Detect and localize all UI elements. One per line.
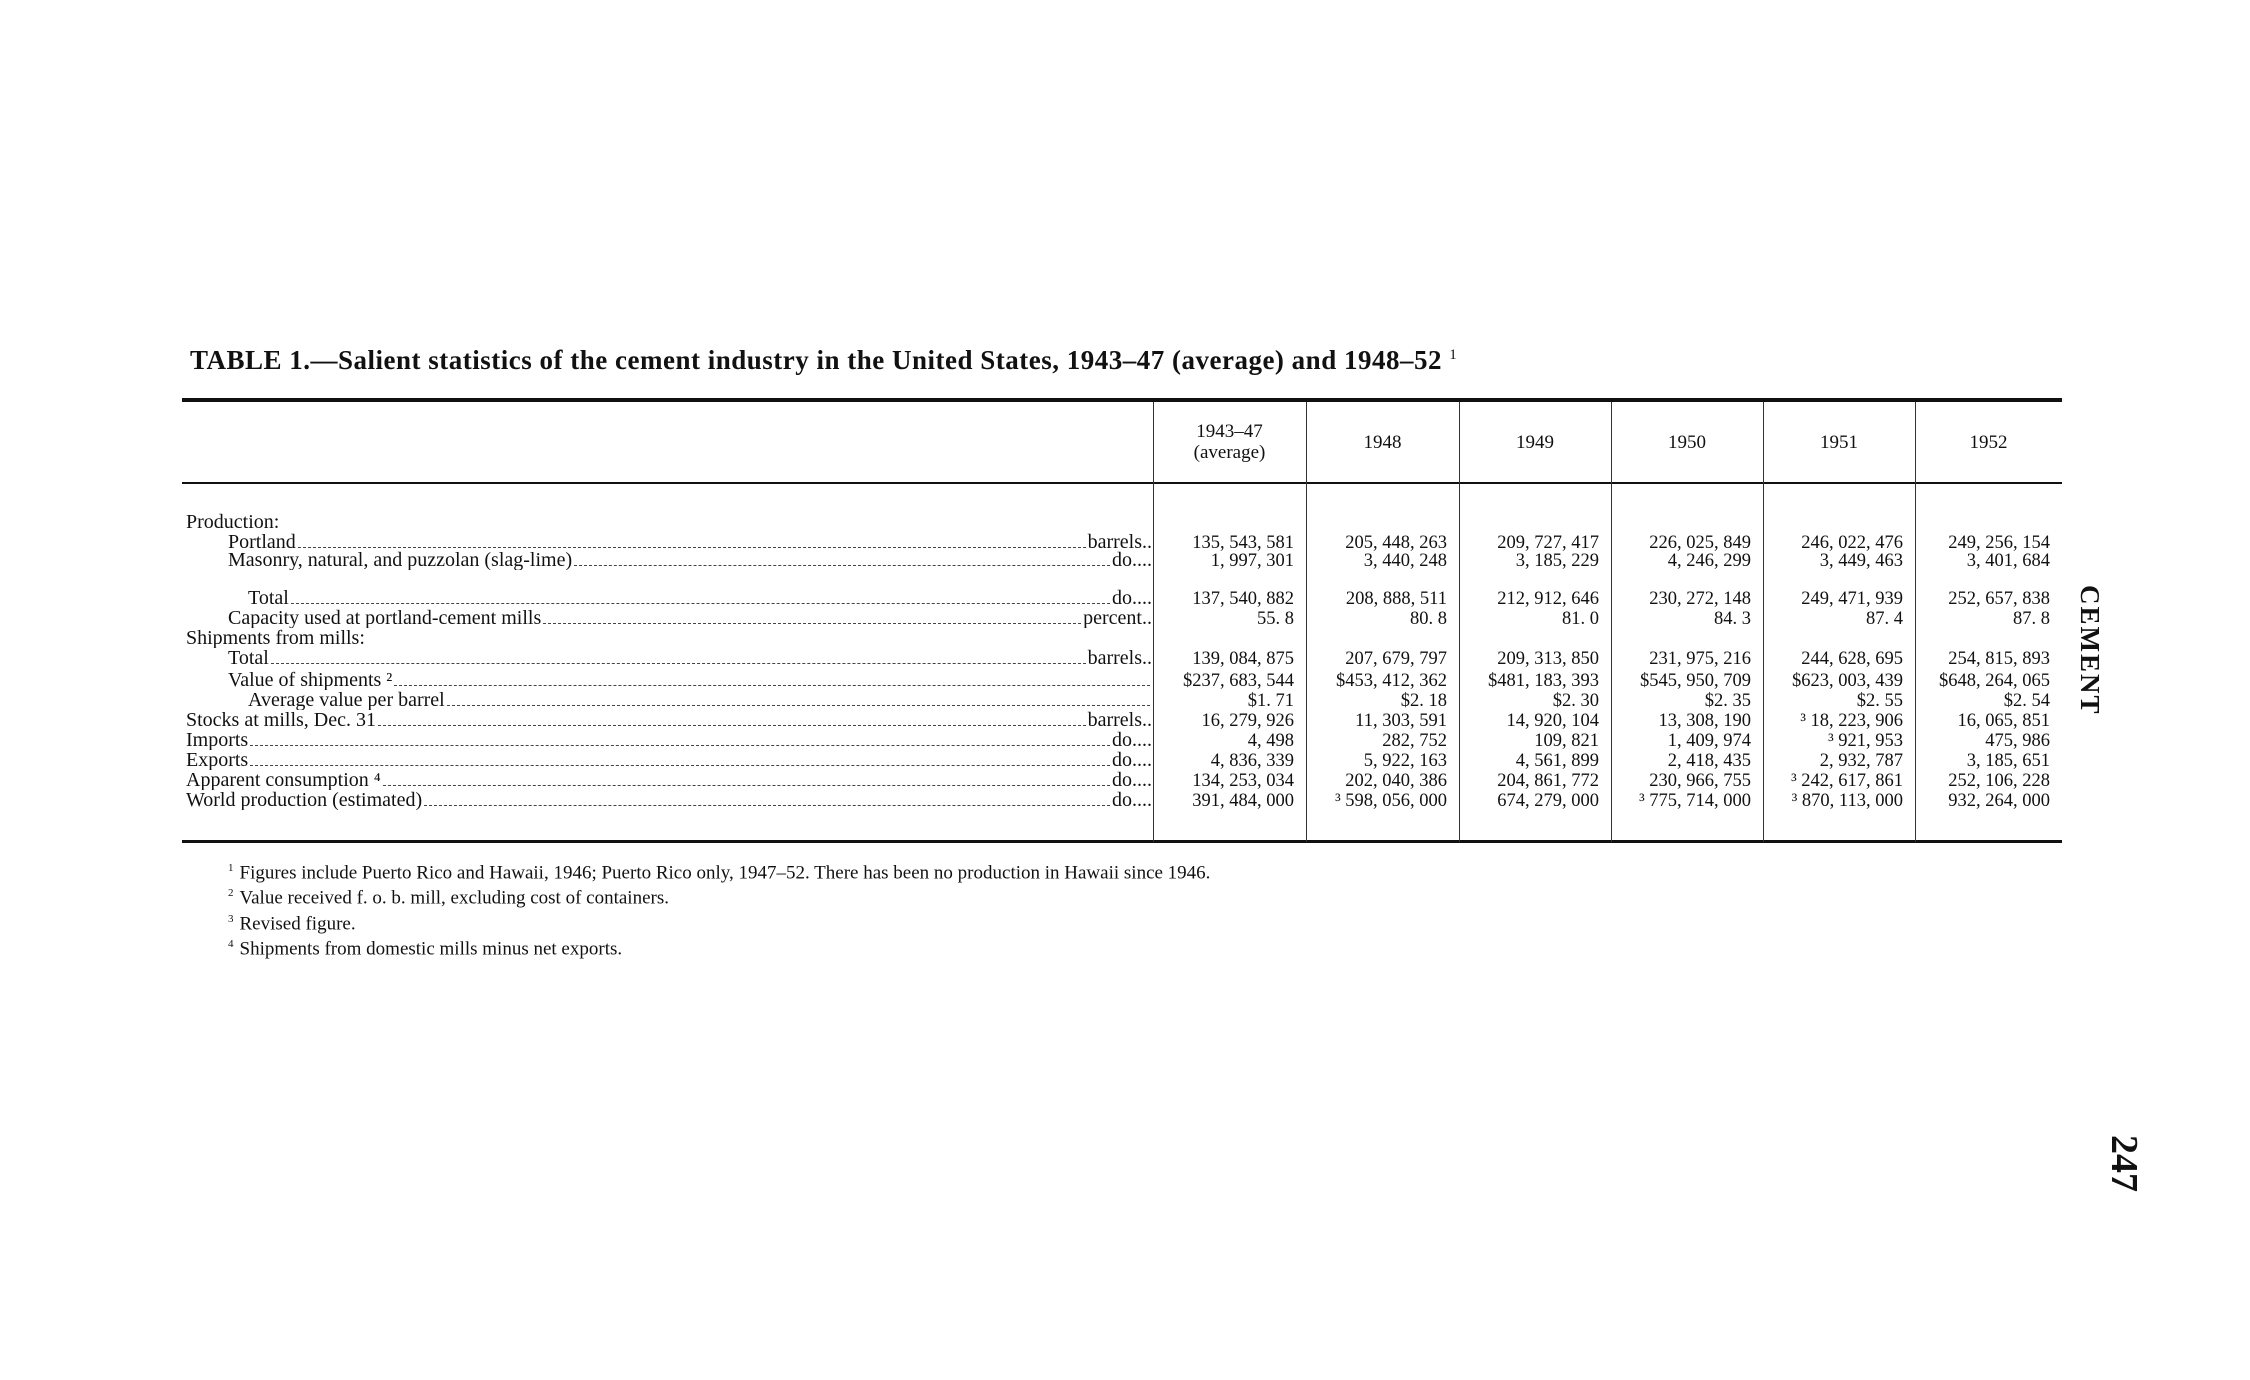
table-cell: 209, 313, 850: [1497, 649, 1599, 669]
column-header: [1915, 402, 2062, 482]
footnote-text: Shipments from domestic mills minus net exports.: [239, 938, 623, 960]
table-cell: 208, 888, 511: [1345, 589, 1447, 609]
table-cell: 249, 471, 939: [1801, 589, 1903, 609]
row-label-text: Value of shipments ²: [228, 670, 393, 690]
table-cell: ³ 598, 056, 000: [1335, 791, 1447, 811]
table-cell: 282, 752: [1382, 731, 1447, 751]
table-cell: 55. 8: [1257, 609, 1294, 629]
table-cell: 80. 8: [1410, 609, 1447, 629]
footnote-mark: 2: [228, 887, 234, 900]
table-cell: 252, 657, 838: [1948, 589, 2050, 609]
column-header-subtitle: (average): [1193, 442, 1266, 463]
table-cell: 135, 543, 581: [1192, 533, 1294, 553]
row-label-text: Total: [228, 648, 269, 668]
table-cell: ³ 18, 223, 906: [1800, 711, 1903, 731]
row-label-text: Exports: [186, 750, 249, 770]
leader-dots: [394, 685, 1150, 686]
leader-dots: [378, 725, 1086, 726]
table-cell: 87. 8: [2013, 609, 2050, 629]
leader-dots: [424, 805, 1110, 806]
table-bottom-rule: [182, 840, 2062, 843]
column-header: [1459, 402, 1611, 482]
row-label: [186, 790, 1152, 810]
table-cell: 81. 0: [1562, 609, 1599, 629]
table-cell: 2, 418, 435: [1667, 751, 1751, 771]
leader-dots: [543, 623, 1081, 624]
row-unit: do....: [1112, 770, 1152, 790]
page-number: 247: [2103, 1135, 2145, 1192]
table-cell: 391, 484, 000: [1192, 791, 1294, 811]
table-cell: 14, 920, 104: [1506, 711, 1599, 731]
table-cell: 4, 498: [1247, 731, 1294, 751]
table-cell: $623, 003, 439: [1792, 671, 1903, 691]
footnotes: [228, 858, 1210, 959]
row-label-text: Imports: [186, 730, 249, 750]
table-cell: $237, 683, 544: [1183, 671, 1294, 691]
table-cell: ³ 870, 113, 000: [1791, 791, 1903, 811]
leader-dots: [383, 785, 1110, 786]
row-label-text: Portland: [228, 532, 296, 552]
row-label-text: Capacity used at portland-cement mills: [228, 608, 542, 628]
row-label: [186, 588, 1152, 608]
table-cell: 16, 065, 851: [1957, 711, 2050, 731]
table-cell: ³ 242, 617, 861: [1791, 771, 1903, 791]
row-label: [186, 532, 1152, 552]
table-cell: $453, 412, 362: [1336, 671, 1447, 691]
row-unit: percent..: [1083, 608, 1152, 628]
table-cell: 674, 279, 000: [1497, 791, 1599, 811]
table-cell: $648, 264, 065: [1939, 671, 2050, 691]
table-cell: 137, 540, 882: [1192, 589, 1294, 609]
table-cell: 475, 986: [1985, 731, 2050, 751]
table-cell: 209, 727, 417: [1497, 533, 1599, 553]
table-cell: 207, 679, 797: [1345, 649, 1447, 669]
table-cell: 252, 106, 228: [1948, 771, 2050, 791]
leader-dots: [574, 565, 1110, 566]
table-cell: 87. 4: [1866, 609, 1903, 629]
table-cell: 202, 040, 386: [1345, 771, 1447, 791]
table-cell: $2. 35: [1704, 691, 1751, 711]
leader-dots: [250, 765, 1110, 766]
table-cell: 4, 836, 339: [1210, 751, 1294, 771]
table-cell: $2. 30: [1552, 691, 1599, 711]
leader-dots: [298, 547, 1086, 548]
row-label-text: World production (estimated): [186, 790, 423, 810]
footnote: [228, 909, 1210, 934]
row-unit: do....: [1112, 550, 1152, 570]
table-cell: 3, 401, 684: [1966, 551, 2050, 571]
row-unit: do....: [1112, 750, 1152, 770]
table-cell: 244, 628, 695: [1801, 649, 1903, 669]
row-label: [186, 690, 1152, 710]
table-cell: 13, 308, 190: [1658, 711, 1751, 731]
table-cell: 226, 025, 849: [1649, 533, 1751, 553]
table-cell: 205, 448, 263: [1345, 533, 1447, 553]
column-header-text: 1943–47: [1196, 421, 1263, 442]
row-label: [186, 750, 1152, 770]
row-label-text: Apparent consumption ⁴: [186, 770, 381, 790]
table-cell: 3, 440, 248: [1363, 551, 1447, 571]
footnote-text: Revised figure.: [239, 912, 356, 934]
leader-dots: [291, 603, 1110, 604]
table-cell: 1, 409, 974: [1667, 731, 1751, 751]
column-header: [1611, 402, 1763, 482]
footnote-mark: 4: [228, 937, 234, 950]
table-header-rule: [182, 482, 2062, 484]
column-header: [1763, 402, 1915, 482]
row-unit: barrels..: [1087, 648, 1152, 668]
table-cell: ³ 921, 953: [1828, 731, 1903, 751]
leader-dots: [250, 745, 1110, 746]
table-cell: 204, 861, 772: [1497, 771, 1599, 791]
table-cell: 3, 185, 651: [1966, 751, 2050, 771]
table-cell: 139, 084, 875: [1192, 649, 1294, 669]
footnote: [228, 934, 1210, 959]
title-footnote-mark: 1: [1449, 347, 1458, 363]
table-cell: 246, 022, 476: [1801, 533, 1903, 553]
table-cell: 134, 253, 034: [1192, 771, 1294, 791]
row-label-text: Average value per barrel: [248, 690, 445, 710]
row-label-text: Production:: [186, 512, 280, 532]
table-cell: $2. 54: [2003, 691, 2050, 711]
footnote-mark: 3: [228, 912, 234, 925]
table-cell: ³ 775, 714, 000: [1639, 791, 1751, 811]
row-unit: barrels..: [1087, 710, 1152, 730]
footnote-text: Figures include Puerto Rico and Hawaii, 1946; Puerto Rico only, 1947–52. There has been no production in Hawaii since 1946.: [239, 862, 1211, 884]
table-cell: $2. 55: [1856, 691, 1903, 711]
footnote: [228, 858, 1210, 883]
table-title: [190, 345, 2050, 376]
row-label-text: Total: [248, 588, 289, 608]
table-cell: 5, 922, 163: [1363, 751, 1447, 771]
footnote-mark: 1: [228, 862, 234, 874]
row-unit: do....: [1112, 790, 1152, 810]
table-title-text: TABLE 1.—Salient statistics of the cement industry in the United States, 1943–47 (average) and 1948–52: [190, 345, 1442, 375]
table-cell: 254, 815, 893: [1948, 649, 2050, 669]
table-cell: 249, 256, 154: [1948, 533, 2050, 553]
table-cell: 3, 449, 463: [1819, 551, 1903, 571]
table-cell: 231, 975, 216: [1649, 649, 1751, 669]
table-cell: 230, 272, 148: [1649, 589, 1751, 609]
column-header: [1153, 402, 1306, 482]
row-label: [186, 770, 1152, 790]
footnote-text: Value received f. o. b. mill, excluding cost of containers.: [239, 887, 669, 909]
table-cell: 932, 264, 000: [1948, 791, 2050, 811]
row-label-text: Shipments from mills:: [186, 628, 365, 648]
table-cell: 212, 912, 646: [1497, 589, 1599, 609]
row-label: [186, 670, 1152, 690]
leader-dots: [447, 705, 1150, 706]
row-label: [186, 628, 1152, 648]
row-label: [186, 512, 1152, 532]
table-cell: 109, 821: [1534, 731, 1599, 751]
row-label: [186, 710, 1152, 730]
leader-dots: [271, 663, 1086, 664]
table-cell: $1. 71: [1247, 691, 1294, 711]
table-cell: 11, 303, 591: [1355, 711, 1447, 731]
table-cell: 230, 966, 755: [1649, 771, 1751, 791]
row-label: [186, 648, 1152, 668]
running-head: CEMENT: [2075, 585, 2105, 716]
table-cell: 84. 3: [1714, 609, 1751, 629]
row-unit: barrels..: [1087, 532, 1152, 552]
row-label: [186, 550, 1152, 570]
table-cell: $545, 950, 709: [1640, 671, 1751, 691]
table-cell: $481, 183, 393: [1488, 671, 1599, 691]
column-header-text: 1948: [1363, 431, 1402, 453]
table-cell: 3, 185, 229: [1515, 551, 1599, 571]
table-cell: 16, 279, 926: [1201, 711, 1294, 731]
table-cell: 4, 246, 299: [1667, 551, 1751, 571]
table-cell: $2. 18: [1400, 691, 1447, 711]
row-label: [186, 730, 1152, 750]
row-unit: do....: [1112, 588, 1152, 608]
column-header-text: 1951: [1820, 431, 1858, 453]
footnote: [228, 883, 1210, 908]
table-cell: 1, 997, 301: [1210, 551, 1294, 571]
column-header: [1306, 402, 1459, 482]
row-label: [186, 608, 1152, 628]
column-header-text: 1949: [1516, 431, 1554, 453]
table-cell: 2, 932, 787: [1819, 751, 1903, 771]
row-label-text: Masonry, natural, and puzzolan (slag-lime): [228, 550, 573, 570]
column-header-text: 1952: [1969, 431, 2008, 453]
column-header-text: 1950: [1668, 431, 1706, 453]
table-cell: 4, 561, 899: [1515, 751, 1599, 771]
row-unit: do....: [1112, 730, 1152, 750]
row-label-text: Stocks at mills, Dec. 31: [186, 710, 376, 730]
